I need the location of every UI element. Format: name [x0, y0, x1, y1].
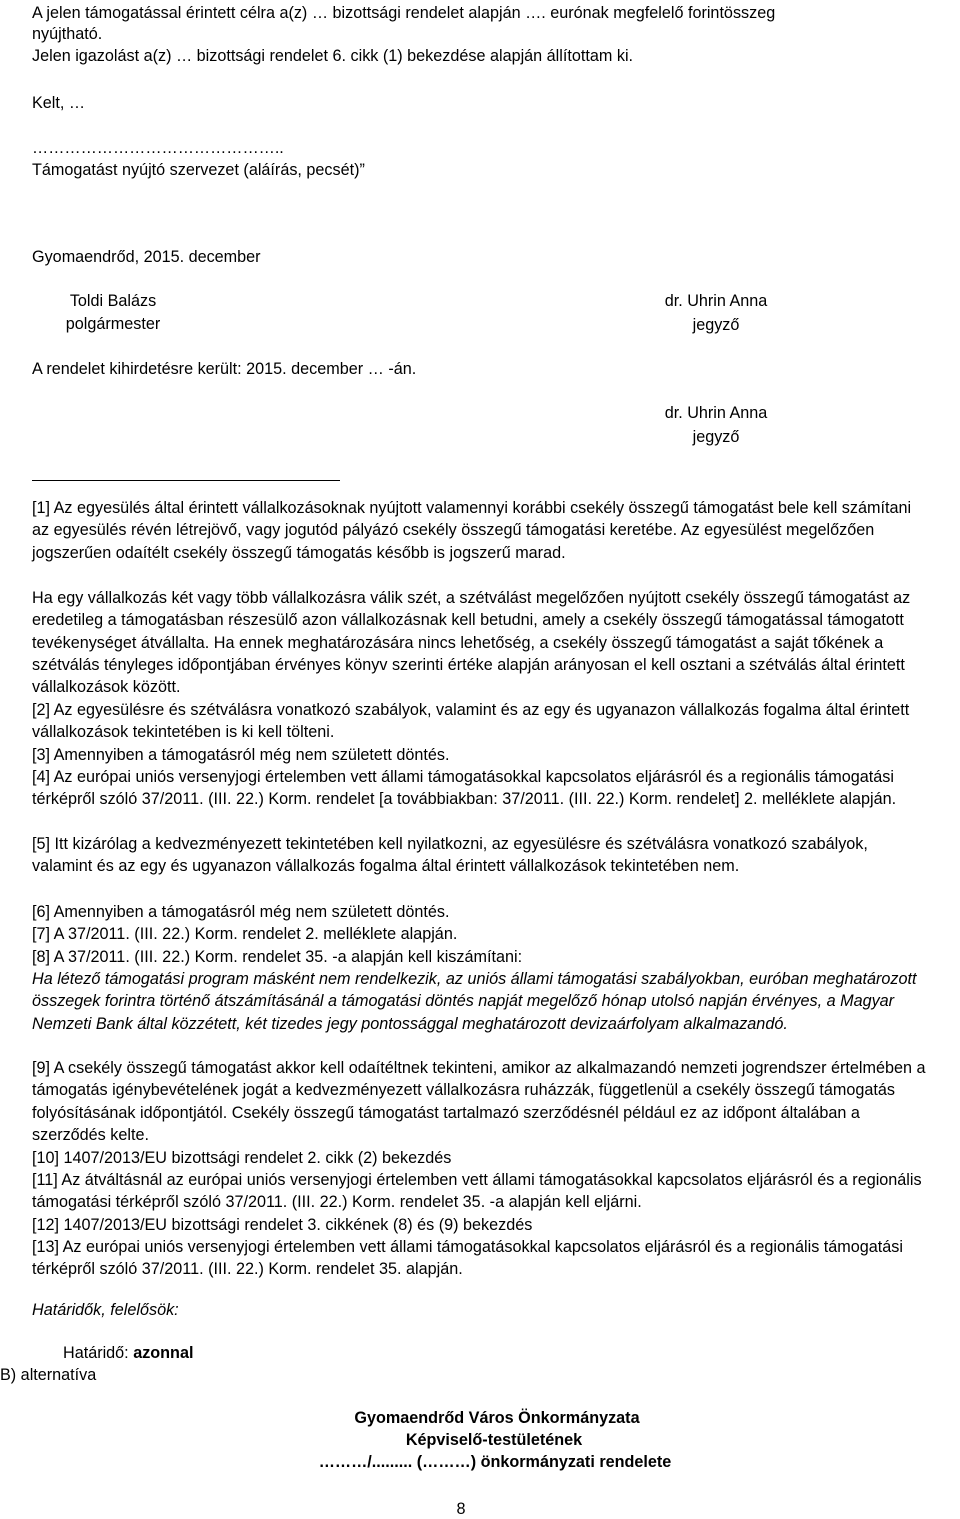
alternative-label: B) alternatíva: [0, 1366, 97, 1384]
footnote-12: [12] 1407/2013/EU bizottsági rendelet 3. cikkének (8) és (9) bekezdés: [32, 1216, 533, 1234]
footer-line-1: Gyomaendrőd Város Önkormányzata: [354, 1409, 640, 1427]
footnote-13: [13] Az európai uniós versenyjogi értelemben vett állami támogatásokkal kapcsolatos eljárásról és a regionális támogatási térképről szóló 37/2011. (III. 22.) Korm. rendelet 35. alapján.: [32, 1238, 903, 1279]
footnote-3: [3] Amennyiben a támogatásról még nem született döntés.: [32, 746, 450, 764]
footnote-6: [6] Amennyiben a támogatásról még nem született döntés.: [32, 903, 450, 921]
kelt-line: Kelt, …: [32, 94, 86, 112]
footnote-1: [1] Az egyesülés által érintett vállalkozásoknak nyújtott valamennyi korábbi csekély összegű támogatást bele kell számítani az egyesülés révén létrejövő, vagy jogutód pályázó csekély összegű támogatási keretébe. Az egyesülést megelőzően jogszerűen odaítélt csekély összegű támogatás később is jogszerű marad.: [32, 499, 912, 562]
footer-line-3: ………/......... (………) önkormányzati rendelete: [318, 1453, 672, 1471]
footnote-5: [5] Itt kizárólag a kedvezményezett tekintetében kell nyilatkozni, az egyesülésre és szétválásra vonatkozó szabályok, valamint és az egy és ugyanazon vállalkozás fogalma által érintett vállalkozások tekintetében nem.: [32, 835, 868, 876]
published-note: A rendelet kihirdetésre került: 2015. december … -án.: [32, 360, 417, 378]
footnote-8-italic: Ha létező támogatási program másként nem rendelkezik, az uniós állami támogatási szabályokban, euróban meghatározott összegek forintra történő átszámításánál a támogatási döntés napját megelőző hónap utolsó napján érvényes, a Magyar Nemzeti Bank által közzétett, két tizedes jegy pontossággal meghatározott devizaárfolyam alkalmazandó.: [32, 970, 917, 1033]
footnote-7: [7] A 37/2011. (III. 22.) Korm. rendelet 2. melléklete alapján.: [32, 925, 458, 943]
place-date: Gyomaendrőd, 2015. december: [32, 248, 261, 266]
footnote-2: [2] Az egyesülésre és szétválásra vonatkozó szabályok, valamint és az egy és ugyanazon vállalkozás fogalma által érintett vállalkozások tekintetében is ki kell tölteni.: [32, 701, 910, 742]
notary-title: jegyző: [692, 316, 740, 334]
footnote-4: [4] Az európai uniós versenyjogi értelemben vett állami támogatásokkal kapcsolatos eljárásról és a regionális támogatási térképről szóló 37/2011. (III. 22.) Korm. rendelet [a továbbiakban: 37/2011. (III. 22.) Korm. rendelet] 2. melléklete alapján.: [32, 768, 897, 809]
notary2-name: dr. Uhrin Anna: [664, 404, 768, 422]
header-line-2: nyújtható.: [32, 25, 103, 43]
footnote-1-cont: Ha egy vállalkozás két vagy több vállalkozásra válik szét, a szétválást megelőzően nyújtott csekély összegű támogatást az eredetileg a támogatásban részesülő azon vállalkozásnak kell betudni, amely a csekély összegű támogatással támogatott tevékenységet átvállalta. Ha ennek meghatározására nincs lehetőség, a csekély összegű támogatást a saját tőkének a szétválás tényleges időpontjában érvényes könyv szerinti értéke alapján arányosan el kell osztani a szétválás által érintett vállalkozások között.: [32, 589, 911, 697]
footnote-9: [9] A csekély összegű támogatást akkor kell odaítéltnek tekinteni, amikor az alkalmazandó nemzeti jogrendszer értelmében a támogatás igénybevételének jogát a kedvezményezett vállalkozásra ruházzák, függetlenül a csekély összegű támogatás folyósításának időpontjától. Csekély összegű támogatást tartalmazó szerződésnél például ez az időpont általában a szerződés kelte.: [32, 1059, 926, 1144]
footnote-10: [10] 1407/2013/EU bizottsági rendelet 2. cikk (2) bekezdés: [32, 1149, 452, 1167]
header-line-3: Jelen igazolást a(z) … bizottsági rendelet 6. cikk (1) bekezdése alapján állítottam ki.: [32, 47, 634, 65]
notary-name: dr. Uhrin Anna: [664, 292, 768, 310]
mayor-name: Toldi Balázs: [69, 292, 157, 310]
mayor-title: polgármester: [65, 315, 161, 333]
footer-line-2: Képviselő-testületének: [405, 1431, 583, 1449]
deadlines-heading: Határidők, felelősök:: [32, 1301, 179, 1319]
footnote-8: [8] A 37/2011. (III. 22.) Korm. rendelet 35. -a alapján kell kiszámítani:: [32, 948, 523, 966]
deadline-value: azonnal: [133, 1344, 194, 1362]
deadline-line: [63, 1343, 193, 1363]
footnote-11: [11] Az átváltásnál az európai uniós versenyjogi értelemben vett állami támogatásokkal kapcsolatos eljárásról és a regionális támogatási térképről szóló 37/2011. (III. 22.) Korm. rendelet 35. -a alapján kell eljárni.: [32, 1171, 922, 1212]
header-line-1: A jelen támogatással érintett célra a(z) … bizottsági rendelet alapján …. eurónak megfelelő forintösszeg: [32, 4, 776, 22]
page-number: 8: [456, 1500, 466, 1518]
deadline-label: Határidő:: [63, 1344, 134, 1362]
signature-label: Támogatást nyújtó szervezet (aláírás, pecsét)”: [32, 161, 365, 179]
footnote-separator: [32, 480, 340, 481]
signature-dots: ………………………………………..: [32, 139, 284, 157]
notary2-title: jegyző: [692, 428, 740, 446]
